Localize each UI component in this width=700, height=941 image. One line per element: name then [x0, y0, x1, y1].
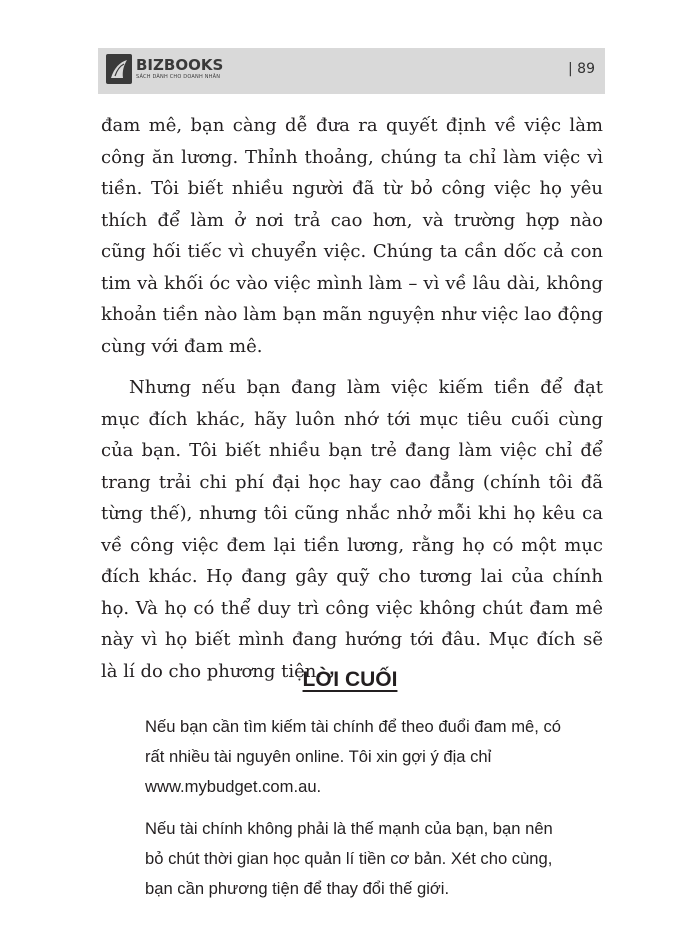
bizbooks-logo-icon	[106, 54, 132, 84]
logo-tagline: SÁCH DÀNH CHO DOANH NHÂN	[136, 74, 221, 80]
page-header	[98, 48, 605, 94]
closing-note	[145, 712, 565, 904]
section-title: LỜI CUỐI	[302, 668, 398, 691]
note-paragraph-2: Nếu tài chính không phải là thế mạnh của bạn, bạn nên bỏ chút thời gian học quản lí tiền cơ bản. Xét cho cùng, bạn cần phương tiện để thay đổi thế giới.	[145, 819, 553, 898]
paragraph-2: Nhưng nếu bạn đang làm việc kiếm tiền để đạt mục đích khác, hãy luôn nhớ tới mục tiêu cuối cùng của bạn. Tôi biết nhiều bạn trẻ đang làm việc chỉ để trang trải chi phí đại học hay cao đẳng (chính tôi đã từng thế), nhưng tôi cũng nhắc nhở mỗi khi họ kêu ca về công việc đem lại tiền lương, rằng họ có một mục đích khác. Họ đang gây quỹ cho tương lai của chính họ. Và họ có thể duy trì công việc không chút đam mê này vì họ biết mình đang hướng tới đâu. Mục đích sẽ là lí do cho phương tiện.	[101, 377, 603, 682]
logo-name: BIZBOOKS	[136, 56, 224, 74]
publisher-logo	[106, 54, 223, 84]
page-number: | 89	[568, 61, 595, 77]
note-paragraph-1: Nếu bạn cần tìm kiếm tài chính để theo đuổi đam mê, có rất nhiều tài nguyên online. Tôi xin gợi ý địa chỉ www.mybudget.com.au.	[145, 717, 561, 796]
body-text	[101, 110, 603, 687]
paragraph-1: đam mê, bạn càng dễ đưa ra quyết định về việc làm công ăn lương. Thỉnh thoảng, chúng ta chỉ làm việc vì tiền. Tôi biết nhiều người đã từ bỏ công việc họ yêu thích để làm ở nơi trả cao hơn, và trường hợp nào cũng hối tiếc vì chuyển việc. Chúng ta cần dốc cả con tim và khối óc vào việc mình làm – vì về lâu dài, không khoản tiền nào làm bạn mãn nguyện như việc lao động cùng với đam mê.	[101, 115, 603, 357]
